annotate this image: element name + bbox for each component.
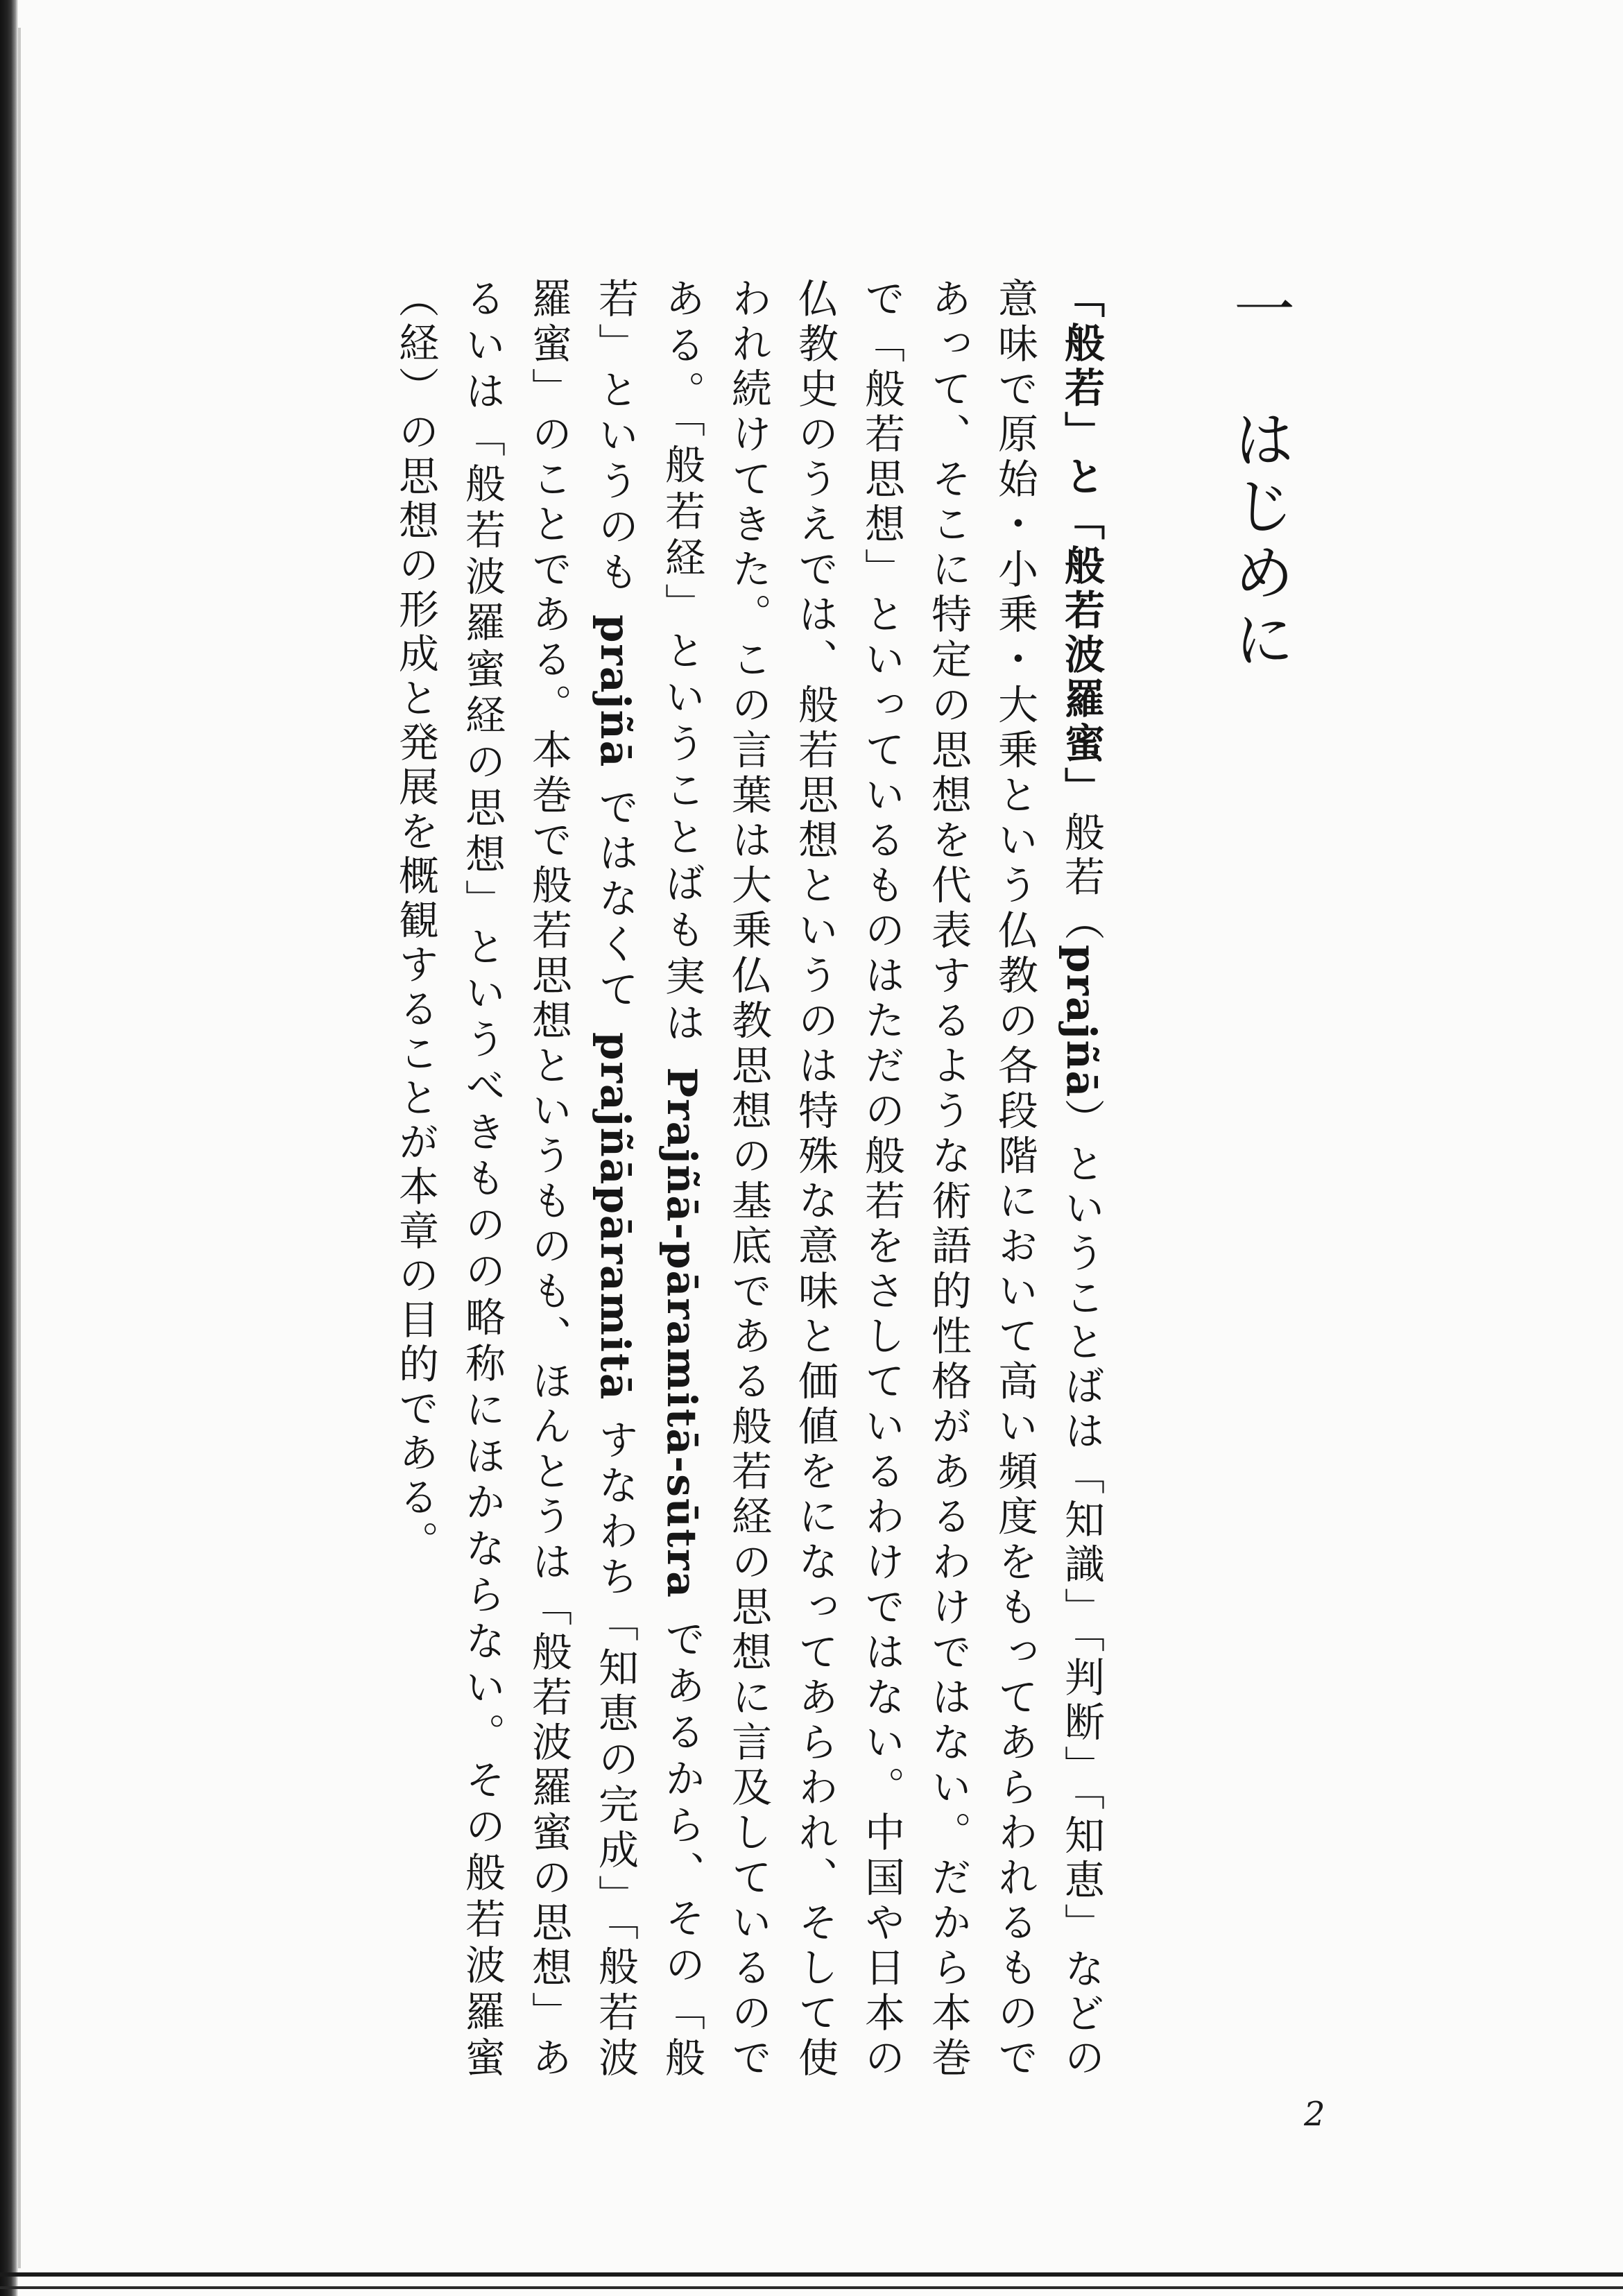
body-text-segment: ）ということばは「知識」「判断」「知恵」などの意味で原始・小乗・大乗という仏教の各段階において高い頻度をもってあらわれるものであって、そこに特定の思想を代表するような術語的性格があるわけではない。だから本巻で「般若思想」といっているものはただの般若をさしているわけではない。中国や日本の仏教史のうえでは、般若思想というのは特殊な意味と価値をになってあらわれ、そして使われ続けてきた。この言葉は大乗仏教思想の基底である般若経の思想に言及しているのである。「般若経」ということばも実は — [658, 277, 1105, 2082]
body-paragraph — [392, 277, 1115, 2082]
page-body — [392, 277, 1296, 2082]
sanskrit-term: Prajñā-pāramitā-sūtra — [658, 1067, 705, 1599]
body-text-segment: ではなくて — [592, 768, 639, 1032]
body-text-segment: すなわち「知恵の完成」「般若波羅蜜」のことである。本巻で般若思想というものも、ほんとうは「般若波羅蜜の思想」あるいは「般若波羅蜜経の思想」というべきものの略称にほかならない。その般若波羅蜜（経）の思想の形成と発展を概観することが本章の目的である。 — [392, 277, 639, 2082]
sanskrit-term: prajñā — [1058, 944, 1105, 1099]
chapter-heading — [1224, 277, 1296, 2081]
bottom-rule — [0, 2286, 1623, 2289]
sanskrit-term: prajñāpāramitā — [592, 1031, 639, 1401]
body-text-segment: であるから、その「般若」というのも — [592, 277, 705, 2082]
scan-binding-shadow — [18, 28, 21, 2268]
chapter-number: 一 — [1224, 277, 1296, 339]
section-term-heading: 「般若」と「般若波羅蜜」 — [1058, 277, 1105, 812]
body-text-segment: 般若（ — [1058, 811, 1105, 945]
scan-binding-edge — [0, 0, 18, 2296]
sanskrit-term: prajñā — [592, 614, 639, 769]
bottom-rule — [0, 2272, 1623, 2277]
chapter-title: はじめに — [1224, 408, 1296, 674]
page-number: 2 — [1304, 2095, 1325, 2134]
